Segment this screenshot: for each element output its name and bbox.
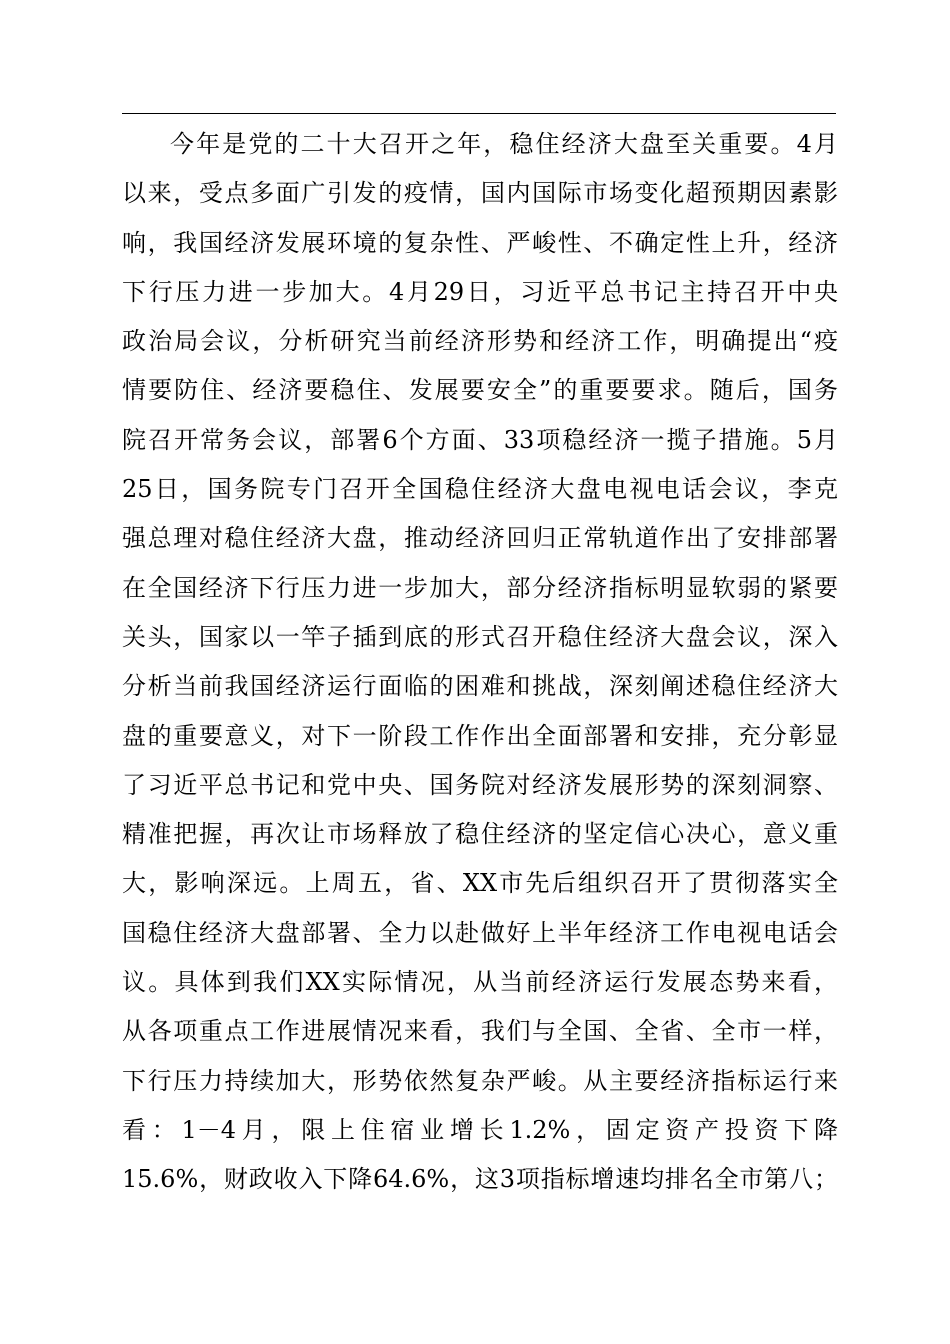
- paragraph-line: 看：1－4月，限上住宿业增长1.2%，固定资产投资下降: [122, 1115, 838, 1144]
- paragraph-line: 下行压力进一步加大。4月29日，习近平总书记主持召开中央: [122, 277, 838, 306]
- paragraph-line: 政治局会议，分析研究当前经济形势和经济工作，明确提出“疫: [122, 327, 838, 356]
- paragraph-line: 以来，受点多面广引发的疫情，国内国际市场变化超预期因素影: [122, 179, 838, 208]
- paragraph-line: 今年是党的二十大召开之年，稳住经济大盘至关重要。4月: [170, 130, 838, 158]
- paragraph-line: 国稳住经济大盘部署、全力以赴做好上半年经济工作电视电话会: [122, 918, 838, 947]
- header-rule: [122, 113, 836, 114]
- paragraph-line: 强总理对稳住经济大盘，推动经济回归正常轨道作出了安排部署: [122, 524, 838, 553]
- paragraph-line: 分析当前我国经济运行面临的困难和挑战，深刻阐述稳住经济大: [122, 672, 838, 701]
- paragraph-line: 精准把握，再次让市场释放了稳住经济的坚定信心决心，意义重: [122, 820, 838, 849]
- paragraph-line: 在全国经济下行压力进一步加大，部分经济指标明显软弱的紧要: [122, 573, 838, 602]
- paragraph-line: 25日，国务院专门召开全国稳住经济大盘电视电话会议，李克: [122, 475, 838, 504]
- paragraph-line: 情要防住、经济要稳住、发展要安全”的重要要求。随后，国务: [122, 376, 838, 405]
- paragraph-line: 从各项重点工作进展情况来看，我们与全国、全省、全市一样，: [122, 1017, 838, 1046]
- paragraph-line: 议。具体到我们XX实际情况，从当前经济运行发展态势来看，: [122, 968, 838, 997]
- paragraph-line: 关头，国家以一竿子插到底的形式召开稳住经济大盘会议，深入: [122, 622, 838, 651]
- paragraph-line: 下行压力持续加大，形势依然复杂严峻。从主要经济指标运行来: [122, 1066, 838, 1095]
- paragraph-line: 盘的重要意义，对下一阶段工作作出全面部署和安排，充分彰显: [122, 721, 838, 750]
- paragraph-line: 大，影响深远。上周五，省、XX市先后组织召开了贯彻落实全: [122, 869, 838, 898]
- paragraph-line: 院召开常务会议，部署6个方面、33项稳经济一揽子措施。5月: [122, 425, 838, 454]
- paragraph-line: 响，我国经济发展环境的复杂性、严峻性、不确定性上升，经济: [122, 228, 838, 257]
- body-paragraph: [122, 120, 838, 1205]
- paragraph-line: 了习近平总书记和党中央、国务院对经济发展形势的深刻洞察、: [122, 770, 838, 799]
- paragraph-line: 15.6%，财政收入下降64.6%，这3项指标增速均排名全市第八；: [122, 1165, 838, 1194]
